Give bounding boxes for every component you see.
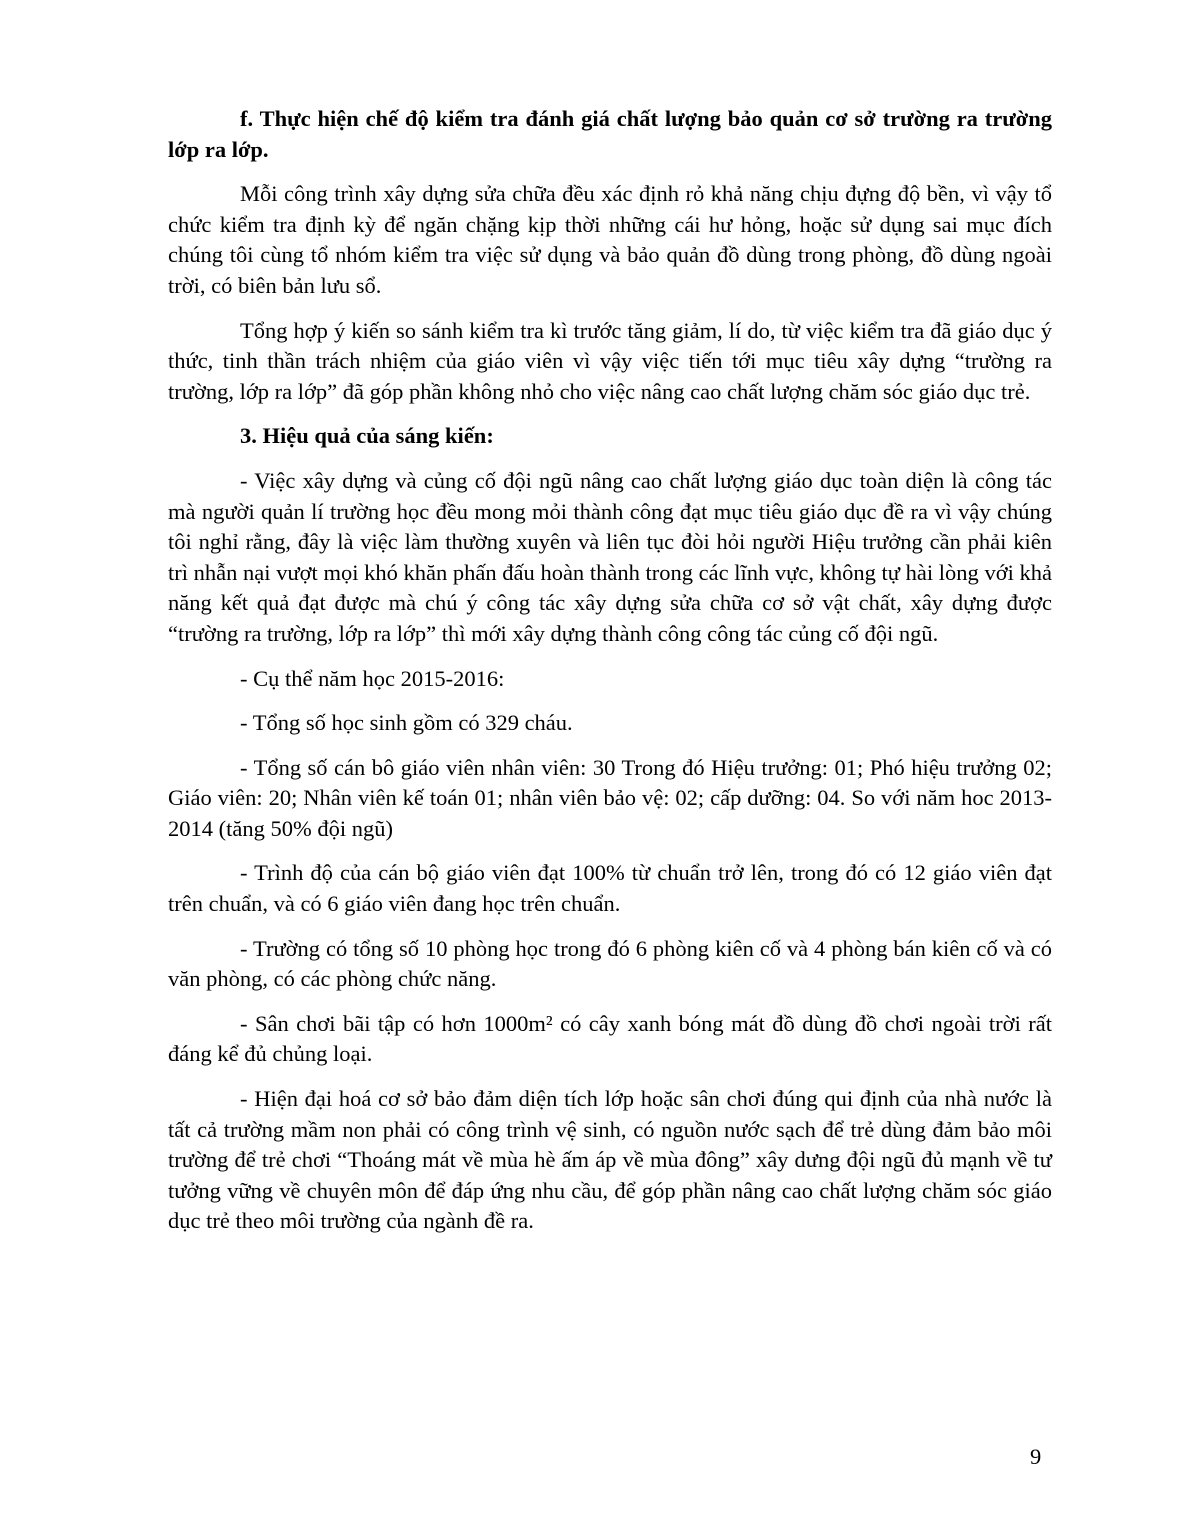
paragraph: - Cụ thể năm học 2015-2016: (240, 665, 505, 691)
page-number: 9 (1030, 1444, 1042, 1469)
paragraph: - Hiện đại hoá cơ sở bảo đảm diện tích lớp hoặc sân chơi đúng qui định của nhà nước là tất cả trường mầm non phải có công trình vệ sinh, có nguồn nước sạch để trẻ dùng đảm bảo môi trường để trẻ chơi “Thoáng mát về mùa hè ấm áp về mùa đông” xây dưng đội ngũ đủ mạnh về tư tưởng vững về chuyên môn để đáp ứng nhu cầu, để góp phần nâng cao chất lượng chăm sóc giáo dục trẻ theo môi trường của ngành đề ra. (168, 1086, 1052, 1234)
section-heading-f: f. Thực hiện chế độ kiểm tra đánh giá chất lượng bảo quản cơ sở trường ra trường lớp ra lớp. (168, 106, 1052, 162)
paragraph: Tổng hợp ý kiến so sánh kiểm tra kì trước tăng giảm, lí do, từ việc kiểm tra đã giáo dục ý thức, tinh thần trách nhiệm của giáo viên vì vậy việc tiến tới mục tiêu xây dựng “trường ra trường, lớp ra lớp” đã góp phần không nhỏ cho việc nâng cao chất lượng chăm sóc giáo dục trẻ. (168, 317, 1052, 404)
paragraph: Mỗi công trình xây dựng sửa chữa đều xác định rỏ khả năng chịu đựng độ bền, vì vậy tổ chức kiểm tra định kỳ để ngăn chặng kịp thời những cái hư hỏng, hoặc sử dụng sai mục đích chúng tôi cùng tổ nhóm kiểm tra việc sử dụng và bảo quản đồ dùng trong phòng, đồ dùng ngoài trời, có biên bản lưu sổ. (168, 181, 1052, 298)
paragraph: - Sân chơi bãi tập có hơn 1000m² có cây xanh bóng mát đồ dùng đồ chơi ngoài trời rất đáng kể đủ chủng loại. (168, 1010, 1052, 1067)
paragraph: - Việc xây dựng và củng cố đội ngũ nâng cao chất lượng giáo dục toàn diện là công tác mà người quản lí trường học đều mong mỏi thành công đạt mục tiêu giáo dục đề ra vì vậy chúng tôi nghỉ rằng, đây là việc làm thường xuyên và liên tục đòi hỏi người Hiệu trưởng cần phải kiên trì nhẫn nại vượt mọi khó khăn phấn đấu hoàn thành trong các lĩnh vực, không tự hài lòng với khả năng kết quả đạt được mà chú ý công tác xây dựng sửa chữa cơ sở vật chất, xây dựng được “trường ra trường, lớp ra lớp” thì mới xây dựng thành công công tác củng cố đội ngũ. (168, 467, 1052, 646)
paragraph: - Tổng số cán bô giáo viên nhân viên: 30 Trong đó Hiệu trưởng: 01; Phó hiệu trưởng 02; Giáo viên: 20; Nhân viên kế toán 01; nhân viên bảo vệ: 02; cấp dưỡng: 04. So với năm hoc 2013-2014 (tăng 50% đội ngũ) (168, 754, 1052, 841)
document-body (168, 104, 1052, 1237)
section-heading-3: 3. Hiệu quả của sáng kiến: (240, 423, 494, 449)
paragraph: - Trình độ của cán bộ giáo viên đạt 100% từ chuẩn trở lên, trong đó có 12 giáo viên đạt trên chuẩn, và có 6 giáo viên đang học trên chuẩn. (168, 860, 1052, 917)
paragraph: - Tổng số học sinh gồm có 329 cháu. (240, 710, 573, 736)
paragraph: - Trường có tổng số 10 phòng học trong đó 6 phòng kiên cố và 4 phòng bán kiên cố và có văn phòng, có các phòng chức năng. (168, 935, 1052, 992)
